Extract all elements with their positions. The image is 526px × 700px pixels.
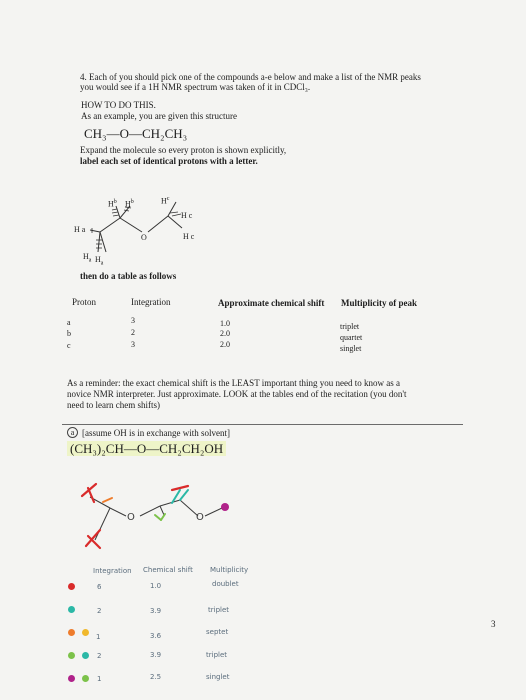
example-formula: CH₃—O—CH₂CH₃ <box>84 126 188 141</box>
answer-row-5-multiplicity: singlet <box>206 673 230 681</box>
table-header-integration: Integration <box>131 297 171 307</box>
answer-row-5-integration: 1 <box>97 675 102 683</box>
reminder-line-1: As a reminder: the exact chemical shift is the LEAST important thing you need to know as a <box>67 378 400 388</box>
table-row-a-shift: 1.0 <box>220 319 230 328</box>
table-header-proton: Proton <box>72 297 97 307</box>
table-header-multiplicity: Multiplicity of peak <box>341 298 417 308</box>
howto-title: HOW TO DO THIS. <box>81 100 156 110</box>
hc-right1-label: H c <box>181 211 193 220</box>
ha-bottom2-label: $H_a$ <box>95 255 104 267</box>
question-line-1: 4. Each of you should pick one of the compounds a-e below and make a list of the NMR peaks <box>80 72 421 82</box>
table-row-b-integration: 2 <box>131 328 135 337</box>
oxygen-label: O <box>141 233 147 242</box>
table-row-c-multiplicity: singlet <box>340 344 362 353</box>
table-row-c-integration: 3 <box>131 340 135 349</box>
table-row-b-shift: 2.0 <box>220 329 230 338</box>
answer-row-1-integration: 6 <box>97 583 102 591</box>
hb1-label: $H^b$ <box>108 199 117 209</box>
answer-row-4-multiplicity: triplet <box>206 651 228 659</box>
answer-header-integration: Integration <box>93 567 132 575</box>
hc-top-label: $H^c$ <box>161 196 170 206</box>
question-line-2: you would see if a 1H NMR spectrum was taken of it in CDCl₃. <box>80 82 311 92</box>
extra-dot <box>82 629 89 636</box>
howto-example: As an example, you are given this structure <box>81 111 237 121</box>
answer-header-multiplicity: Multiplicity <box>210 566 249 574</box>
compound-a-note: [assume OH is in exchange with solvent] <box>82 428 230 438</box>
row-marker-dot <box>68 652 75 659</box>
table-row-b-proton: b <box>67 329 71 338</box>
answer-row-5-shift: 2.5 <box>150 673 162 681</box>
extra-dot <box>82 652 89 659</box>
row-marker-dot <box>68 583 75 590</box>
hc-right2-label: H c <box>183 232 195 241</box>
table-row-b-multiplicity: quartet <box>340 333 363 342</box>
answer-row-3-multiplicity: septet <box>206 628 229 636</box>
svg-text:O: O <box>127 512 135 523</box>
table-row-a-integration: 3 <box>131 316 135 325</box>
answer-row-2-multiplicity: triplet <box>208 606 230 614</box>
svg-text:O: O <box>196 512 204 523</box>
reminder-line-2: novice NMR interpreter. Just approximate. LOOK at the tables end of the recitation (you don't <box>67 389 407 399</box>
answer-header-shift: Chemical shift <box>143 566 193 574</box>
expand-line-2: label each set of identical protons with a letter. <box>80 156 258 166</box>
answer-row-3-integration: 1 <box>96 633 101 641</box>
row-marker-dot <box>68 629 75 636</box>
then-text: then do a table as follows <box>80 271 177 281</box>
row-marker-dot <box>68 606 75 613</box>
hb2-label: $H^b$ <box>125 199 134 209</box>
answer-row-4-integration: 2 <box>97 652 102 660</box>
answer-row-3-shift: 3.6 <box>150 632 162 640</box>
answer-row-1-shift: 1.0 <box>150 582 162 590</box>
table-row-a-proton: a <box>67 318 71 327</box>
table-row-c-shift: 2.0 <box>220 340 230 349</box>
page-number: 3 <box>491 619 496 629</box>
expand-line-1: Expand the molecule so every proton is shown explicitly, <box>80 145 287 155</box>
answer-row-2-shift: 3.9 <box>150 607 162 615</box>
table-header-shift: Approximate chemical shift <box>218 298 325 308</box>
ha-left-label: H a <box>74 225 86 234</box>
reminder-line-3: need to learn chem shifts) <box>67 400 160 410</box>
compound-a-marker: a <box>67 427 78 438</box>
table-row-a-multiplicity: triplet <box>340 322 360 331</box>
answer-row-1-multiplicity: doublet <box>212 580 239 588</box>
extra-dot <box>82 675 89 682</box>
answer-row-4-shift: 3.9 <box>150 651 162 659</box>
ha-bottom1-label: $H_a$ <box>83 252 92 264</box>
answer-row-2-integration: 2 <box>97 607 102 615</box>
compound-a-formula: (CH₃)₂CH—O—CH₂CH₂OH <box>67 441 226 457</box>
row-marker-dot <box>68 675 75 682</box>
table-row-c-proton: c <box>67 341 71 350</box>
